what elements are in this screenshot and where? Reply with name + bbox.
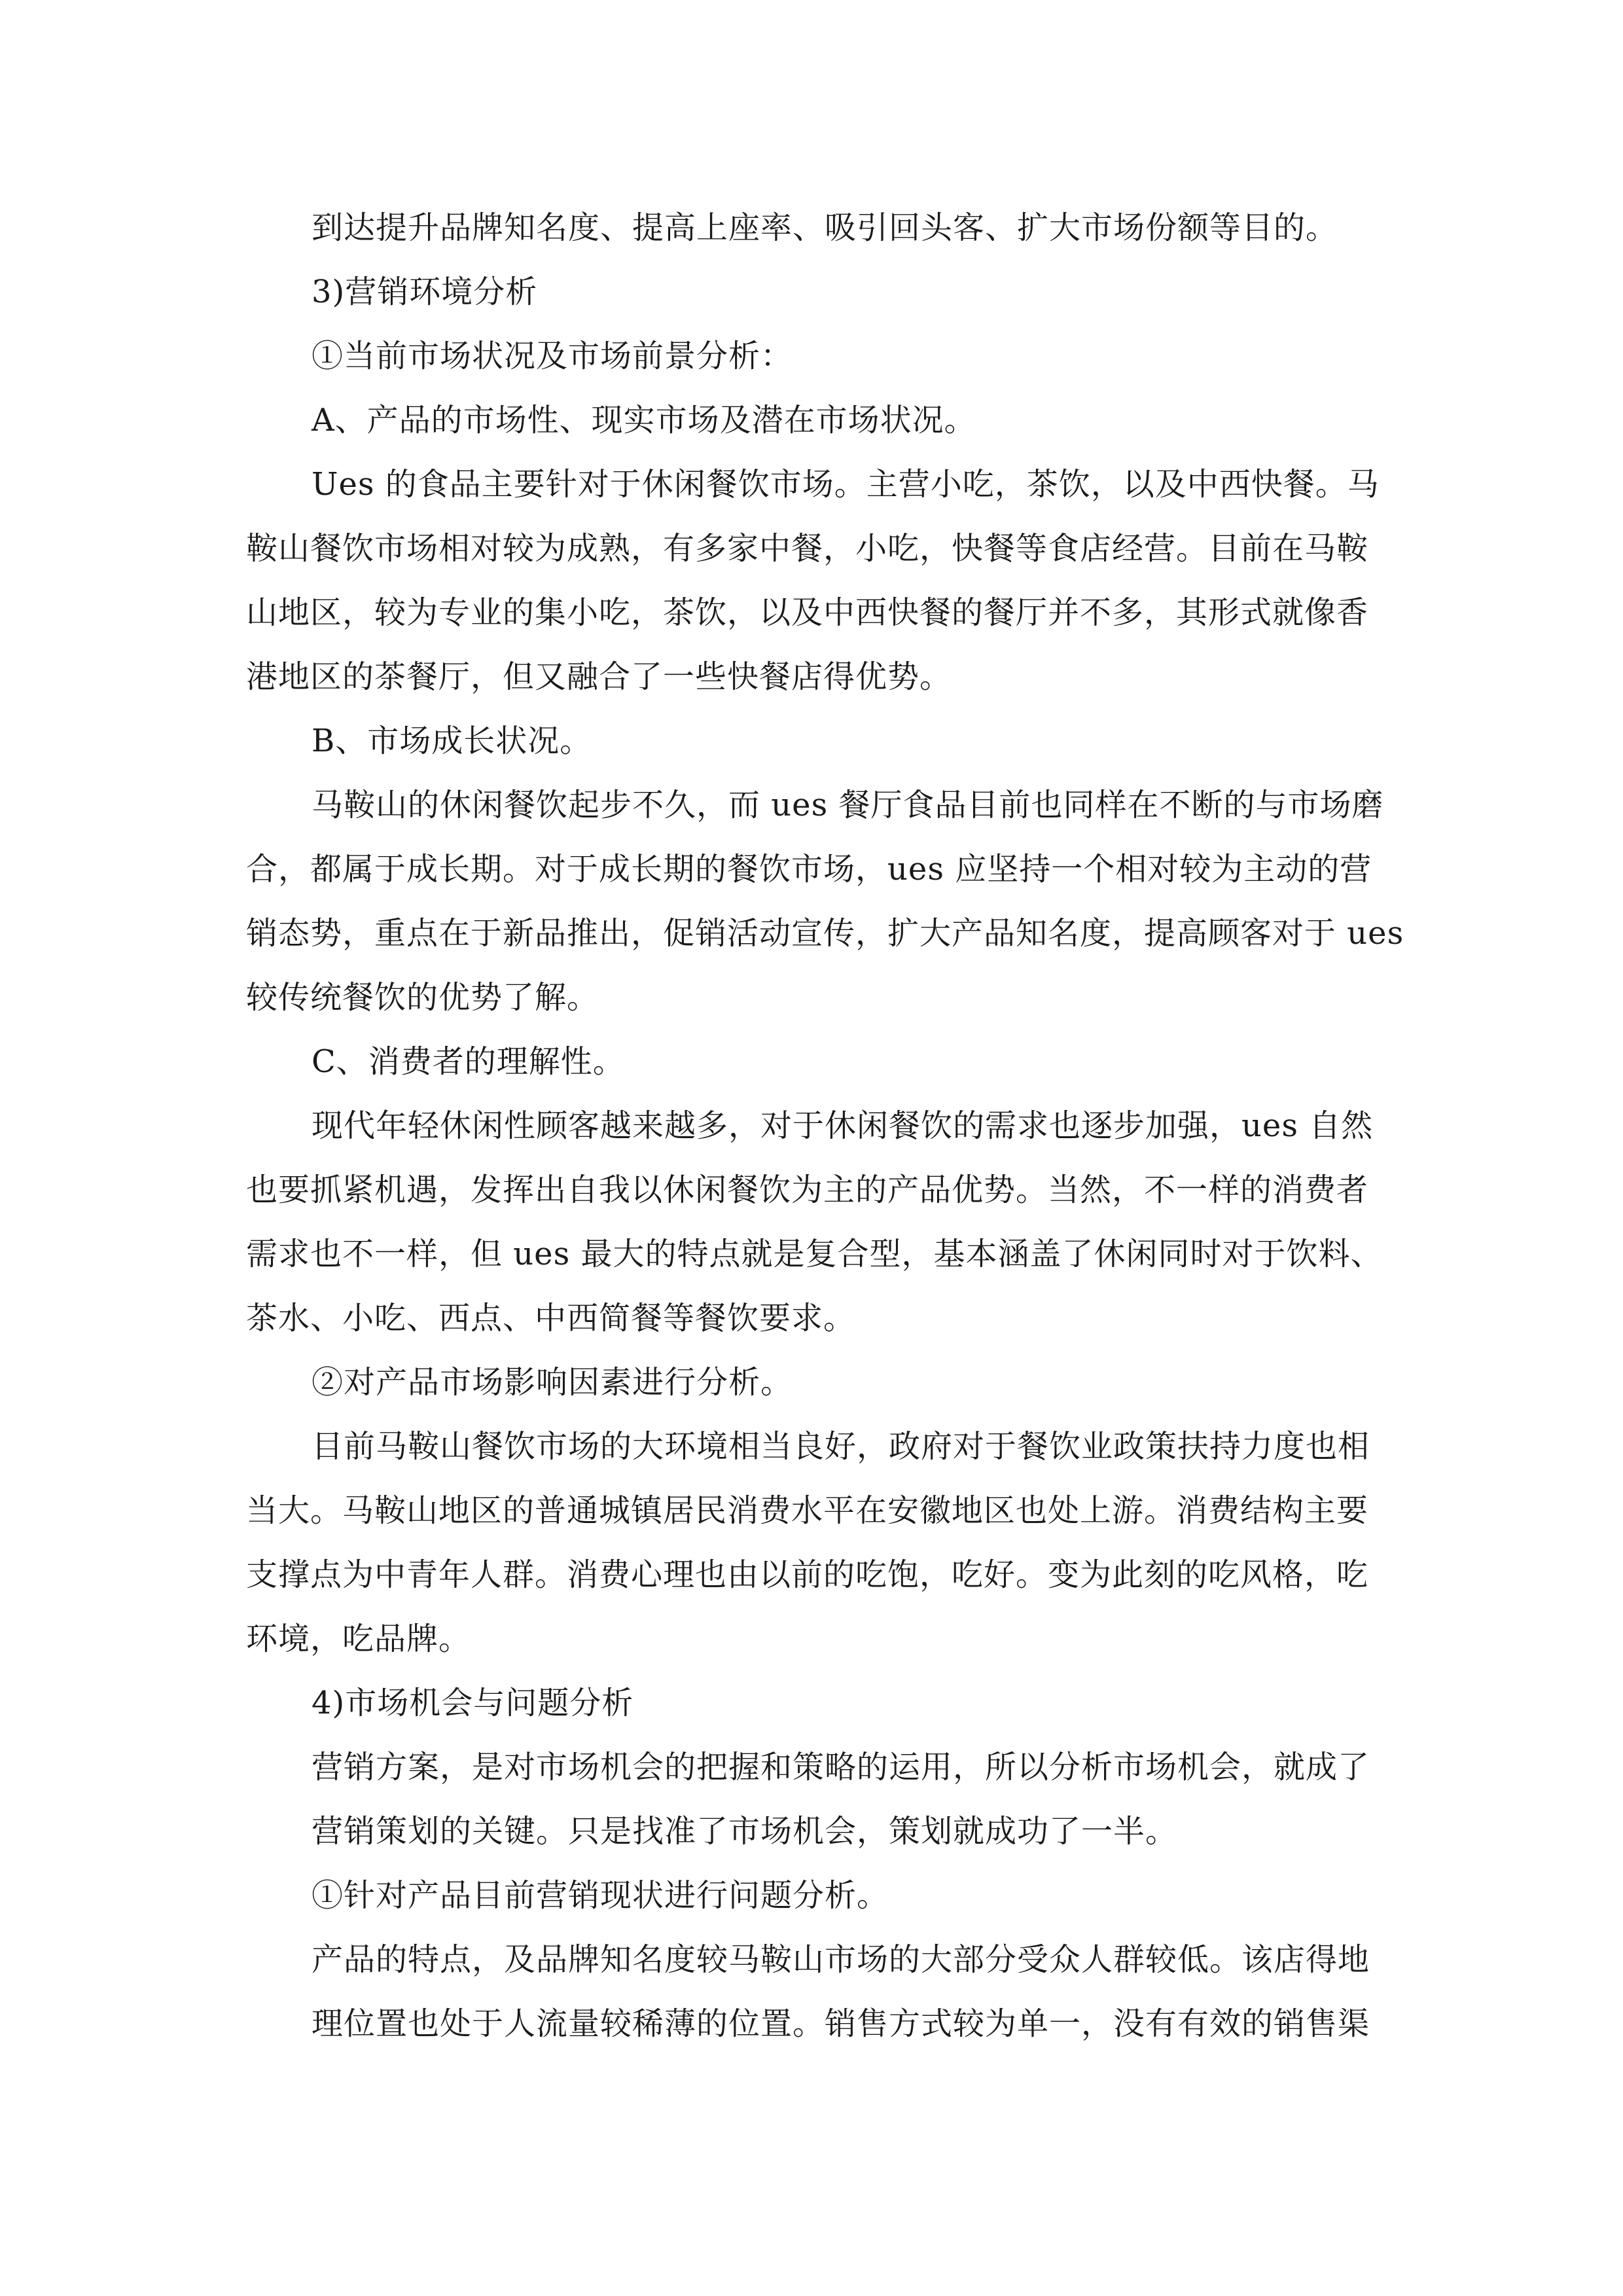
text-line: 现代年轻休闲性顾客越来越多，对于休闲餐饮的需求也逐步加强，ues 自然 xyxy=(312,1107,1374,1144)
text-line: 目前马鞍山餐饮市场的大环境相当良好，政府对于餐饮业政策扶持力度也相 xyxy=(312,1428,1370,1465)
text-line: 产品的特点，及品牌知名度较马鞍山市场的大部分受众人群较低。该店得地 xyxy=(312,1941,1370,1978)
text-line: 到达提升品牌知名度、提高上座率、吸引回头客、扩大市场份额等目的。 xyxy=(312,209,1338,246)
item-heading: B、市场成长状况。 xyxy=(312,723,592,759)
subsection-heading: ①针对产品目前营销现状进行问题分析。 xyxy=(312,1877,889,1914)
text-line: 港地区的茶餐厅，但又融合了一些快餐店得优势。 xyxy=(246,658,952,695)
text-line: 马鞍山的休闲餐饮起步不久，而 ues 餐厅食品目前也同样在不断的与市场磨 xyxy=(312,787,1384,823)
item-heading: A、产品的市场性、现实市场及潜在市场状况。 xyxy=(312,402,976,439)
text-line: 较传统餐饮的优势了解。 xyxy=(246,979,599,1016)
subsection-heading: ②对产品市场影响因素进行分析。 xyxy=(312,1364,793,1401)
section-heading: 4)市场机会与问题分析 xyxy=(312,1685,634,1721)
text-line: 营销策划的关键。只是找准了市场机会，策划就成功了一半。 xyxy=(312,1813,1178,1850)
item-heading: C、消费者的理解性。 xyxy=(312,1043,625,1080)
text-line: 支撑点为中青年人群。消费心理也由以前的吃饱，吃好。变为此刻的吃风格，吃 xyxy=(246,1556,1369,1593)
text-line: 鞍山餐饮市场相对较为成熟，有多家中餐，小吃，快餐等食店经营。目前在马鞍 xyxy=(246,530,1369,567)
text-line: 销态势，重点在于新品推出，促销活动宣传，扩大产品知名度，提高顾客对于 ues xyxy=(246,915,1404,952)
text-line: 合，都属于成长期。对于成长期的餐饮市场，ues 应坚持一个相对较为主动的营 xyxy=(246,851,1372,888)
text-line: 当大。马鞍山地区的普通城镇居民消费水平在安徽地区也处上游。消费结构主要 xyxy=(246,1492,1369,1529)
text-line: 营销方案，是对市场机会的把握和策略的运用，所以分析市场机会，就成了 xyxy=(312,1749,1370,1785)
text-line: Ues 的食品主要针对于休闲餐饮市场。主营小吃，茶饮，以及中西快餐。马 xyxy=(312,466,1380,503)
subsection-heading: ①当前市场状况及市场前景分析： xyxy=(312,338,793,374)
text-line: 茶水、小吃、西点、中西简餐等餐饮要求。 xyxy=(246,1300,856,1336)
text-line: 需求也不一样，但 ues 最大的特点就是复合型，基本涵盖了休闲同时对于饮料、 xyxy=(246,1236,1383,1272)
text-line: 环境，吃品牌。 xyxy=(246,1621,471,1657)
text-line: 山地区，较为专业的集小吃，茶饮，以及中西快餐的餐厅并不多，其形式就像香 xyxy=(246,594,1369,631)
text-line: 理位置也处于人流量较稀薄的位置。销售方式较为单一，没有有效的销售渠 xyxy=(312,2005,1370,2042)
text-line: 也要抓紧机遇，发挥出自我以休闲餐饮为主的产品优势。当然，不一样的消费者 xyxy=(246,1172,1369,1208)
section-heading: 3)营销环境分析 xyxy=(312,274,538,310)
